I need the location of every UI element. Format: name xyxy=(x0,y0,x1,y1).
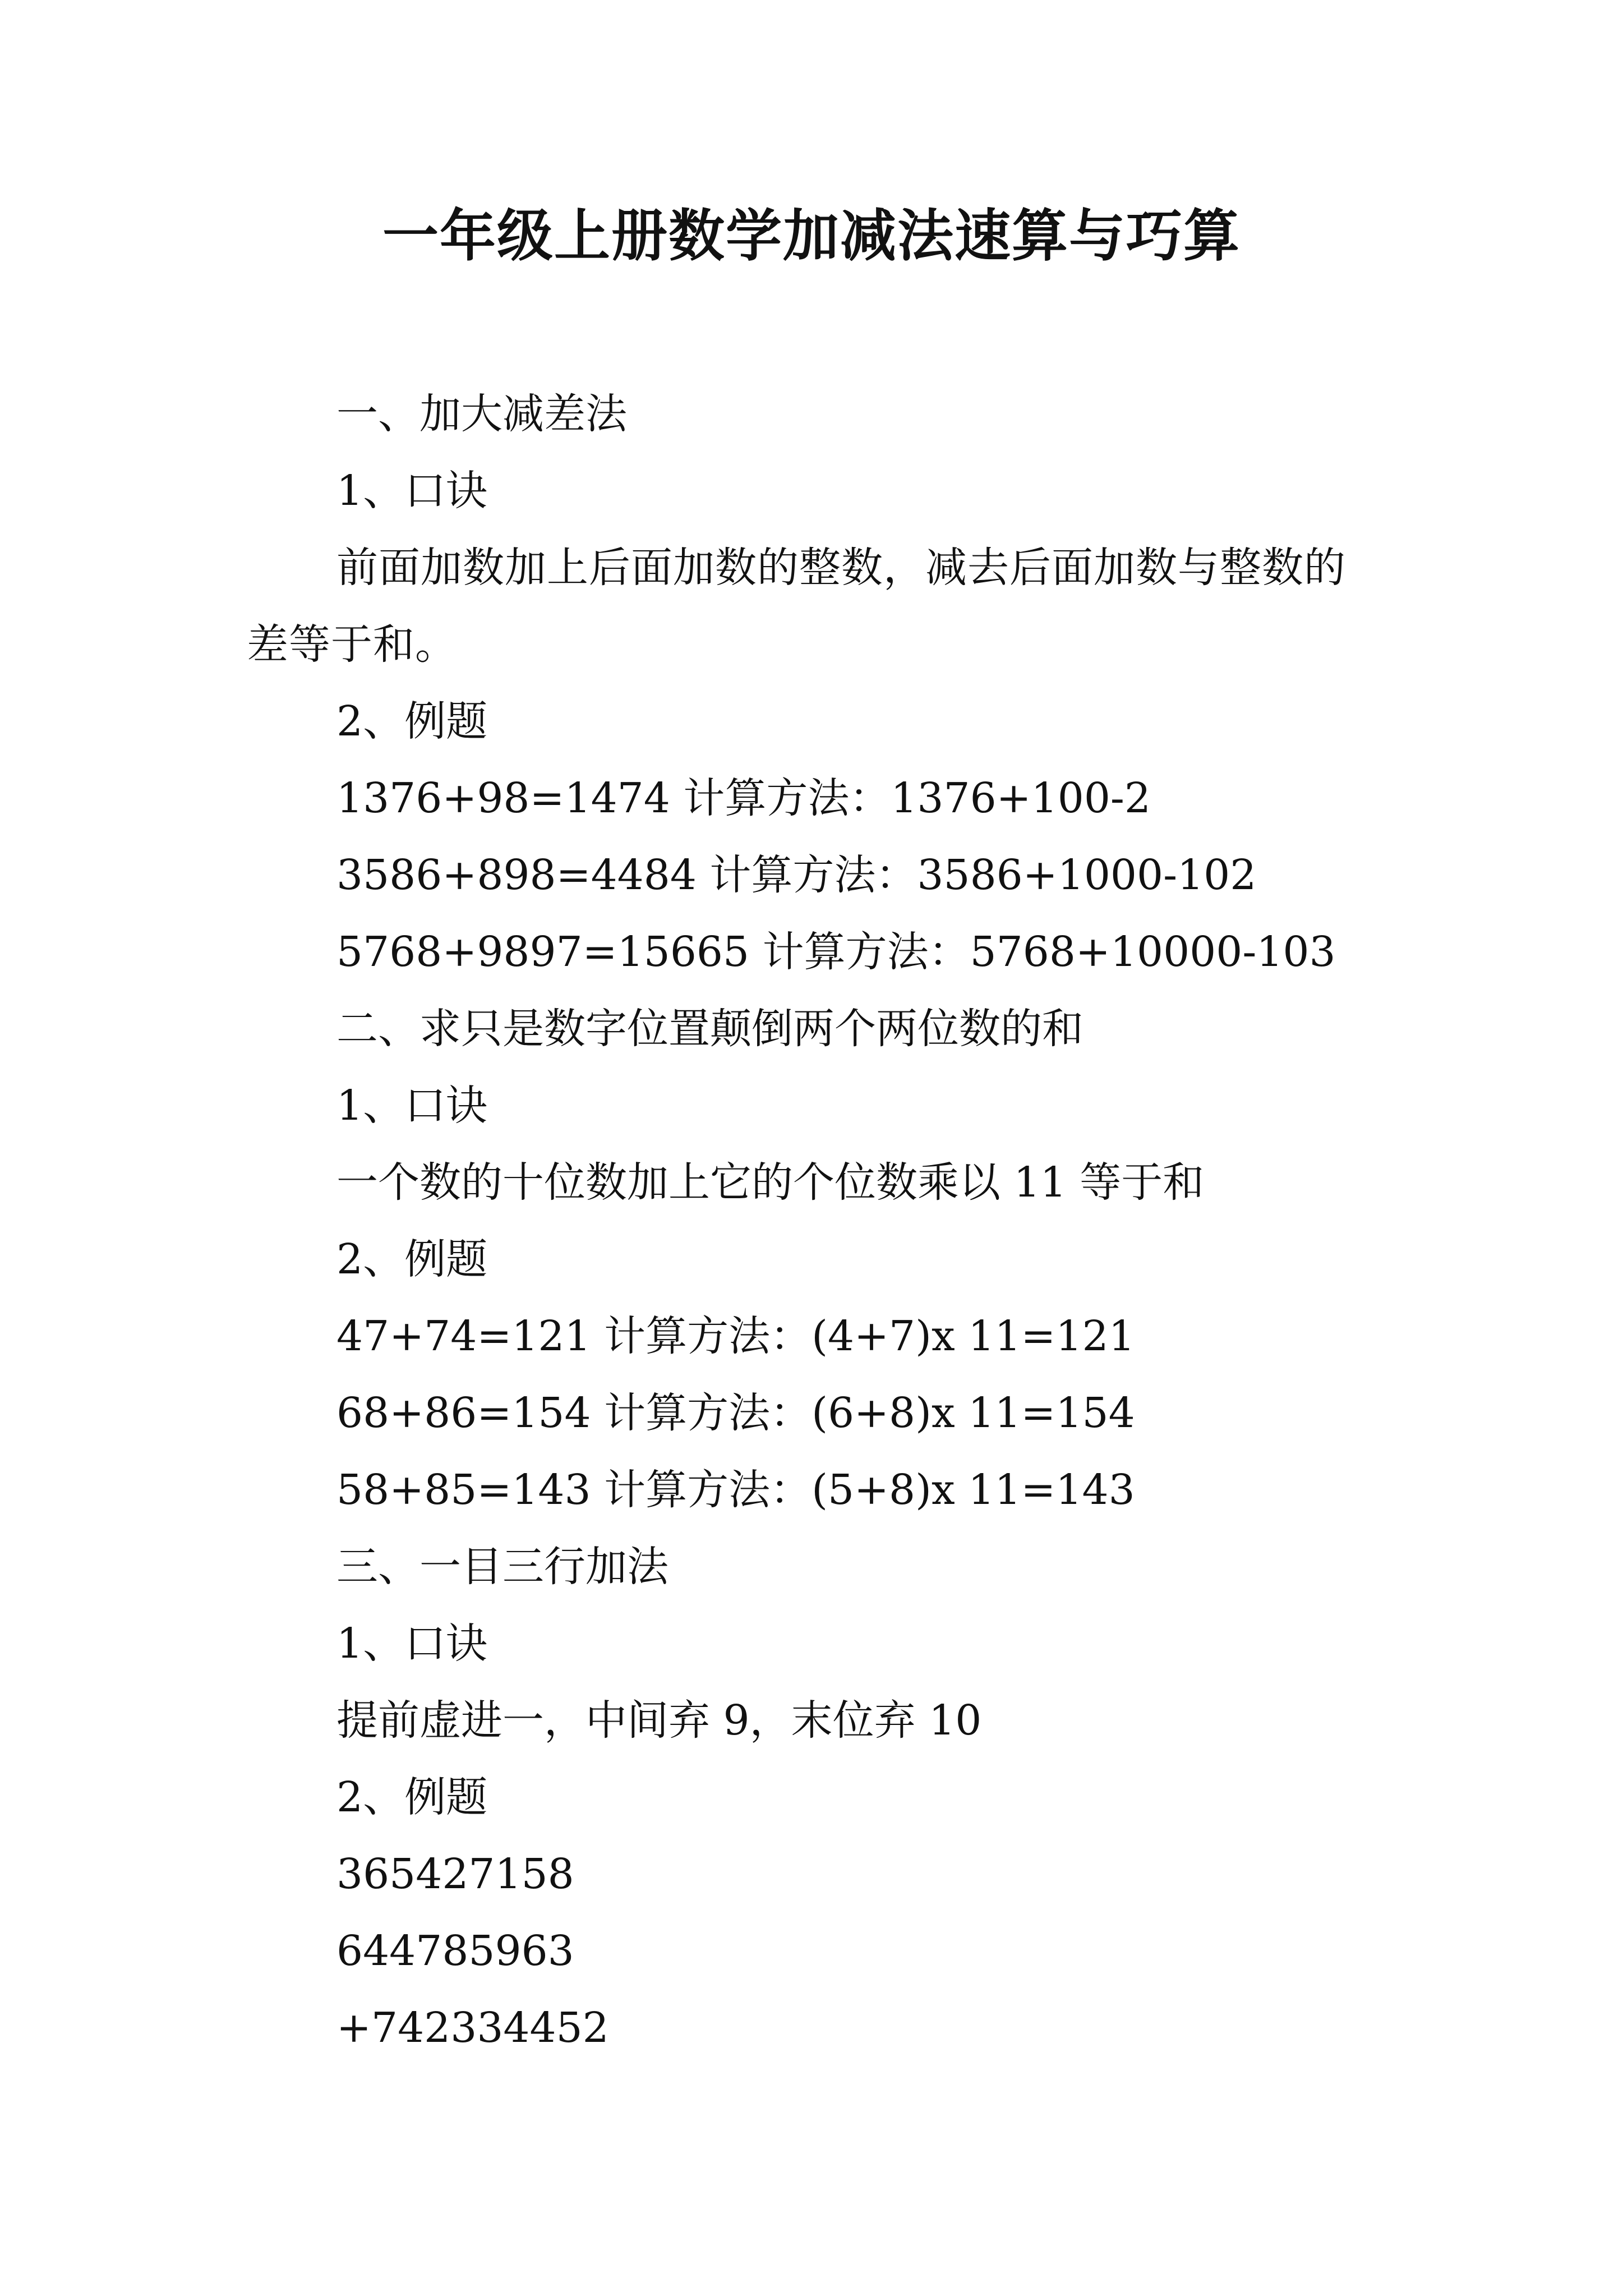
mnemonic-text-2: 一个数的十位数加上它的个位数乘以 11 等于和 xyxy=(336,1158,1205,1207)
example-number: 644785963 xyxy=(336,1927,574,1975)
mnemonic-text-1: 前面加数加上后面加数的整数，减去后面加数与整数的差等于和。 xyxy=(247,544,1346,669)
section-heading-1: 一、加大减差法 xyxy=(336,390,627,438)
example-line: 5768+9897=15665 计算方法：5768+10000-103 xyxy=(336,928,1336,976)
example-line: 58+85=143 计算方法：(5+8)x 11=143 xyxy=(336,1466,1135,1514)
example-number: 365427158 xyxy=(336,1850,574,1898)
subheading-example-1: 2、例题 xyxy=(336,697,488,746)
example-line: 1376+98=1474 计算方法：1376+100-2 xyxy=(336,774,1151,822)
example-number: +742334452 xyxy=(336,2004,609,2052)
subheading-mnemonic-3: 1、口诀 xyxy=(336,1619,488,1668)
subheading-mnemonic-1: 1、口诀 xyxy=(336,467,488,515)
document-title: 一年级上册数学加减法速算与巧算 xyxy=(382,203,1241,269)
subheading-example-3: 2、例题 xyxy=(336,1773,488,1821)
section-heading-3: 三、一目三行加法 xyxy=(336,1543,668,1591)
subheading-mnemonic-2: 1、口诀 xyxy=(336,1082,488,1130)
example-line: 68+86=154 计算方法：(6+8)x 11=154 xyxy=(336,1389,1135,1437)
subheading-example-2: 2、例题 xyxy=(336,1235,488,1283)
example-line: 3586+898=4484 计算方法：3586+1000-102 xyxy=(336,851,1257,899)
mnemonic-text-3: 提前虚进一，中间弃 9，末位弃 10 xyxy=(336,1696,982,1745)
section-heading-2: 二、求只是数字位置颠倒两个两位数的和 xyxy=(336,1005,1083,1053)
example-line: 47+74=121 计算方法：(4+7)x 11=121 xyxy=(336,1312,1135,1360)
document-body xyxy=(247,376,1385,2067)
